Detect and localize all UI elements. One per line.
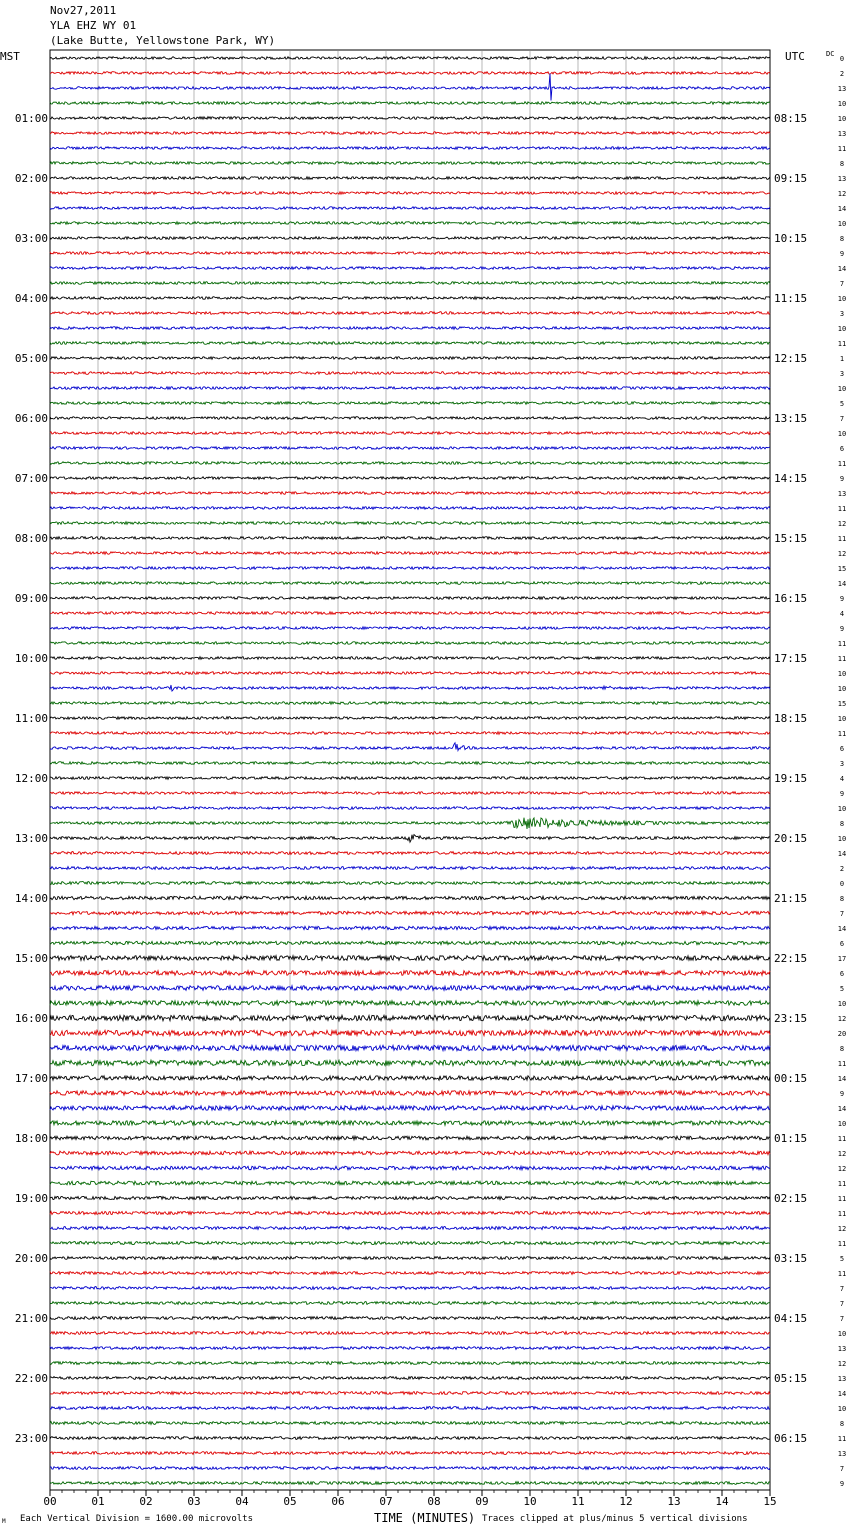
trace-row	[50, 743, 770, 751]
trace-row	[50, 282, 770, 285]
dc-offset-value: 12	[837, 1225, 847, 1233]
header-station: YLA EHZ WY 01	[50, 19, 137, 32]
dc-offset-value: 12	[837, 520, 847, 528]
mst-hour-label: 08:00	[14, 532, 48, 545]
trace-row	[50, 147, 770, 150]
dc-offset-value: 13	[837, 1450, 847, 1458]
trace-row	[50, 642, 770, 645]
dc-offset-value: 10	[837, 670, 847, 678]
trace-row	[50, 956, 770, 961]
dc-offset-value: 12	[837, 1360, 847, 1368]
trace-row	[50, 685, 770, 691]
x-tick-label: 14	[715, 1495, 729, 1508]
trace-row	[50, 792, 770, 795]
utc-hour-label: 20:15	[774, 832, 808, 845]
dc-offset-value: 6	[839, 745, 845, 753]
dc-offset-value: 14	[837, 1075, 847, 1083]
dc-offset-value: 9	[839, 790, 845, 798]
trace-row	[50, 192, 770, 195]
trace-row	[50, 567, 770, 570]
dc-offset-value: 10	[837, 295, 847, 303]
dc-offset-value: 4	[839, 775, 845, 783]
dc-offset-value: 0	[839, 880, 845, 888]
dc-offset-value: 8	[839, 820, 845, 828]
dc-offset-value: 10	[837, 1330, 847, 1338]
trace-row	[50, 342, 770, 345]
trace-row	[50, 1437, 770, 1440]
header-location: (Lake Butte, Yellowstone Park, WY)	[50, 34, 276, 47]
trace-row	[50, 762, 770, 765]
x-tick-label: 05	[283, 1495, 297, 1508]
dc-offset-value: 8	[839, 235, 845, 243]
trace-row	[50, 867, 770, 870]
dc-offset-value: 10	[837, 1120, 847, 1128]
x-tick-label: 06	[331, 1495, 345, 1508]
dc-offset-value: 11	[837, 505, 847, 513]
trace-row	[50, 72, 770, 75]
trace-row	[50, 1452, 770, 1455]
trace-row	[50, 1302, 770, 1305]
trace-row	[50, 657, 770, 660]
mst-hour-label: 23:00	[14, 1432, 48, 1445]
trace-row	[50, 1121, 770, 1125]
trace-row	[50, 162, 770, 165]
trace-row	[50, 477, 770, 480]
trace-row	[50, 432, 770, 435]
trace-row	[50, 612, 770, 615]
dc-offset-value: 6	[839, 940, 845, 948]
trace-row	[50, 702, 770, 705]
trace-row	[50, 1407, 770, 1410]
trace-row	[50, 717, 770, 720]
utc-hour-label: 12:15	[774, 352, 808, 365]
trace-row	[50, 1076, 770, 1080]
mst-hour-label: 18:00	[14, 1132, 48, 1145]
dc-offset-value: 11	[837, 1180, 847, 1188]
dc-offset-value: 10	[837, 835, 847, 843]
dc-offset-value: 9	[839, 625, 845, 633]
dc-offset-value: 5	[839, 1255, 845, 1263]
trace-row	[50, 1347, 770, 1350]
x-tick-label: 08	[427, 1495, 441, 1508]
dc-offset-value: 11	[837, 655, 847, 663]
trace-row	[50, 222, 770, 225]
utc-hour-label: 17:15	[774, 652, 808, 665]
trace-row	[50, 237, 770, 240]
mst-hour-label: 06:00	[14, 412, 48, 425]
trace-row	[50, 1241, 770, 1244]
dc-offset-value: 12	[837, 1150, 847, 1158]
dc-offset-value: 11	[837, 1270, 847, 1278]
clip-note: Traces clipped at plus/minus 5 vertical divisions	[482, 1514, 748, 1524]
trace-row	[50, 387, 770, 390]
dc-offset-value: 8	[839, 1420, 845, 1428]
trace-row	[50, 537, 770, 540]
trace-row	[50, 372, 770, 375]
dc-offset-value: 9	[839, 250, 845, 258]
utc-label: UTC	[785, 50, 805, 63]
mst-hour-label: 22:00	[14, 1372, 48, 1385]
dc-offset-value: 5	[839, 400, 845, 408]
trace-row	[50, 1045, 770, 1050]
x-tick-label: 07	[379, 1495, 393, 1508]
x-tick-label: 04	[235, 1495, 249, 1508]
x-axis-title: TIME (MINUTES)	[374, 1511, 476, 1525]
trace-row	[50, 1482, 770, 1485]
dc-offset-value: 11	[837, 640, 847, 648]
x-tick-label: 11	[571, 1495, 585, 1508]
mst-hour-label: 09:00	[14, 592, 48, 605]
mst-hour-label: 07:00	[14, 472, 48, 485]
trace-row	[50, 462, 770, 465]
trace-row	[50, 971, 770, 976]
trace-row	[50, 1332, 770, 1335]
dc-offset-value: 10	[837, 685, 847, 693]
mst-hour-label: 04:00	[14, 292, 48, 305]
corner-mark: M	[2, 1518, 6, 1525]
x-tick-label: 01	[91, 1495, 105, 1508]
dc-offset-value: 14	[837, 850, 847, 858]
trace-row	[50, 1211, 770, 1214]
trace-row	[50, 1015, 770, 1020]
trace-row	[50, 417, 770, 420]
utc-hour-label: 18:15	[774, 712, 808, 725]
mst-hour-label: 19:00	[14, 1192, 48, 1205]
trace-row	[50, 552, 770, 555]
x-tick-label: 02	[139, 1495, 153, 1508]
dc-offset-value: 10	[837, 1405, 847, 1413]
trace-row	[50, 1362, 770, 1365]
trace-row	[50, 492, 770, 495]
trace-row	[50, 102, 770, 105]
trace-row	[50, 402, 770, 405]
trace-row	[50, 1392, 770, 1395]
dc-offset-value: 7	[839, 910, 845, 918]
dc-offset-value: 13	[837, 175, 847, 183]
utc-hour-label: 04:15	[774, 1312, 808, 1325]
dc-offset-value: 14	[837, 925, 847, 933]
utc-hour-label: 11:15	[774, 292, 808, 305]
mst-hour-label: 11:00	[14, 712, 48, 725]
trace-row	[50, 1166, 770, 1170]
utc-hour-label: 23:15	[774, 1012, 808, 1025]
trace-row	[50, 57, 770, 60]
trace-row	[50, 1467, 770, 1470]
dc-offset-value: 14	[837, 205, 847, 213]
dc-offset-value: 11	[837, 1240, 847, 1248]
dc-offset-value: 11	[837, 1135, 847, 1143]
trace-row	[50, 986, 770, 991]
trace-row	[50, 1272, 770, 1275]
dc-offset-value: 7	[839, 1300, 845, 1308]
trace-row	[50, 1060, 770, 1065]
utc-hour-label: 16:15	[774, 592, 808, 605]
dc-offset-value: 3	[839, 310, 845, 318]
trace-row	[50, 312, 770, 315]
trace-row	[50, 941, 770, 945]
trace-row	[50, 1317, 770, 1321]
x-tick-label: 13	[667, 1495, 681, 1508]
dc-offset-value: 8	[839, 160, 845, 168]
dc-offset-value: 11	[837, 1435, 847, 1443]
dc-offset-value: 11	[837, 145, 847, 153]
x-tick-label: 10	[523, 1495, 537, 1508]
utc-hour-label: 13:15	[774, 412, 808, 425]
mst-hour-label: 10:00	[14, 652, 48, 665]
dc-offset-value: 15	[837, 565, 847, 573]
mst-hour-label: 21:00	[14, 1312, 48, 1325]
trace-row	[50, 74, 770, 101]
utc-hour-label: 22:15	[774, 952, 808, 965]
x-tick-label: 00	[43, 1495, 57, 1508]
trace-row	[50, 177, 770, 180]
dc-offset-value: 15	[837, 700, 847, 708]
trace-row	[50, 447, 770, 450]
dc-offset-value: 9	[839, 595, 845, 603]
trace-row	[50, 896, 770, 899]
dc-offset-value: 2	[839, 865, 845, 873]
trace-row	[50, 207, 770, 210]
dc-offset-value: 10	[837, 430, 847, 438]
trace-row	[50, 1257, 770, 1260]
mst-hour-label: 16:00	[14, 1012, 48, 1025]
dc-offset-value: 17	[837, 955, 847, 963]
dc-offset-value: 7	[839, 1315, 845, 1323]
dc-offset-value: 6	[839, 970, 845, 978]
trace-row	[50, 1091, 770, 1095]
mst-hour-label: 12:00	[14, 772, 48, 785]
dc-offset-value: 3	[839, 370, 845, 378]
dc-offset-value: 13	[837, 130, 847, 138]
trace-row	[50, 117, 770, 120]
trace-row	[50, 1030, 770, 1035]
dc-offset-value: 9	[839, 1480, 845, 1488]
trace-row	[50, 777, 770, 780]
trace-row	[50, 926, 770, 929]
dc-offset-value: 11	[837, 1210, 847, 1218]
trace-row	[50, 1377, 770, 1380]
dc-offset-value: 10	[837, 805, 847, 813]
utc-hour-label: 01:15	[774, 1132, 808, 1145]
dc-offset-value: 5	[839, 985, 845, 993]
utc-hour-label: 02:15	[774, 1192, 808, 1205]
dc-offset-value: 14	[837, 1390, 847, 1398]
trace-row	[50, 1136, 770, 1140]
utc-hour-label: 10:15	[774, 232, 808, 245]
trace-row	[50, 522, 770, 525]
dc-offset-value: 9	[839, 1090, 845, 1098]
dc-offset-value: 12	[837, 550, 847, 558]
dc-offset-value: 10	[837, 115, 847, 123]
trace-row	[50, 1151, 770, 1155]
dc-offset-value: 12	[837, 1165, 847, 1173]
x-tick-label: 12	[619, 1495, 633, 1508]
trace-row	[50, 1287, 770, 1290]
dc-offset-value: 7	[839, 415, 845, 423]
dc-offset-value: 11	[837, 340, 847, 348]
trace-row	[50, 672, 770, 675]
dc-offset-value: 13	[837, 1345, 847, 1353]
dc-offset-value: 10	[837, 325, 847, 333]
trace-row	[50, 882, 770, 885]
dc-offset-value: 1	[839, 355, 845, 363]
dc-offset-value: 10	[837, 715, 847, 723]
dc-offset-value: 11	[837, 1060, 847, 1068]
trace-row	[50, 835, 770, 843]
utc-hour-label: 19:15	[774, 772, 808, 785]
trace-row	[50, 627, 770, 630]
mst-hour-label: 17:00	[14, 1072, 48, 1085]
x-tick-label: 03	[187, 1495, 201, 1508]
utc-hour-label: 00:15	[774, 1072, 808, 1085]
dc-offset-value: 12	[837, 190, 847, 198]
dc-offset-value: 8	[839, 1045, 845, 1053]
trace-row	[50, 597, 770, 600]
mst-label: MST	[0, 50, 20, 63]
dc-offset-value: 11	[837, 535, 847, 543]
mst-hour-label: 20:00	[14, 1252, 48, 1265]
utc-hour-label: 09:15	[774, 172, 808, 185]
mst-hour-label: 13:00	[14, 832, 48, 845]
mst-hour-label: 14:00	[14, 892, 48, 905]
dc-offset-value: 12	[837, 1015, 847, 1023]
dc-offset-value: 8	[839, 895, 845, 903]
mst-hour-label: 15:00	[14, 952, 48, 965]
dc-offset-value: 11	[837, 730, 847, 738]
trace-row	[50, 357, 770, 360]
dc-offset-value: 6	[839, 445, 845, 453]
dc-offset-value: 10	[837, 1000, 847, 1008]
header-date: Nov27,2011	[50, 4, 117, 17]
dc-offset-value: 7	[839, 1285, 845, 1293]
trace-row	[50, 852, 770, 855]
trace-row	[50, 732, 770, 735]
trace-row	[50, 1181, 770, 1185]
dc-offset-value: 7	[839, 280, 845, 288]
trace-row	[50, 507, 770, 510]
dc-offset-value: 3	[839, 760, 845, 768]
dc-label: DC	[826, 50, 835, 58]
dc-offset-value: 11	[837, 1195, 847, 1203]
mst-hour-label: 01:00	[14, 112, 48, 125]
utc-hour-label: 21:15	[774, 892, 808, 905]
trace-row	[50, 267, 770, 270]
trace-row	[50, 1001, 770, 1006]
dc-offset-value: 13	[837, 85, 847, 93]
scale-note: Each Vertical Division = 1600.00 microvolts	[20, 1514, 253, 1524]
trace-row	[50, 1422, 770, 1425]
dc-offset-value: 4	[839, 610, 845, 618]
utc-hour-label: 08:15	[774, 112, 808, 125]
utc-hour-label: 06:15	[774, 1432, 808, 1445]
x-tick-label: 15	[763, 1495, 777, 1508]
dc-offset-value: 0	[839, 55, 845, 63]
dc-offset-value: 10	[837, 100, 847, 108]
trace-row	[50, 582, 770, 585]
dc-offset-value: 10	[837, 220, 847, 228]
trace-row	[50, 1106, 770, 1110]
dc-offset-value: 14	[837, 265, 847, 273]
dc-offset-value: 11	[837, 460, 847, 468]
trace-row	[50, 297, 770, 300]
mst-hour-label: 02:00	[14, 172, 48, 185]
dc-offset-value: 13	[837, 490, 847, 498]
trace-row	[50, 132, 770, 135]
trace-row	[50, 807, 770, 810]
trace-row	[50, 911, 770, 914]
utc-hour-label: 15:15	[774, 532, 808, 545]
mst-hour-label: 05:00	[14, 352, 48, 365]
dc-offset-value: 13	[837, 1375, 847, 1383]
trace-row	[50, 252, 770, 255]
trace-row	[50, 327, 770, 330]
x-tick-label: 09	[475, 1495, 489, 1508]
trace-row	[50, 1226, 770, 1229]
dc-offset-value: 7	[839, 1465, 845, 1473]
dc-offset-value: 14	[837, 580, 847, 588]
dc-offset-value: 20	[837, 1030, 847, 1038]
mst-hour-label: 03:00	[14, 232, 48, 245]
utc-hour-label: 14:15	[774, 472, 808, 485]
dc-offset-value: 14	[837, 1105, 847, 1113]
dc-offset-value: 10	[837, 385, 847, 393]
dc-offset-value: 9	[839, 475, 845, 483]
dc-offset-value: 2	[839, 70, 845, 78]
trace-row	[50, 1196, 770, 1199]
trace-row	[50, 818, 770, 829]
utc-hour-label: 05:15	[774, 1372, 808, 1385]
utc-hour-label: 03:15	[774, 1252, 808, 1265]
